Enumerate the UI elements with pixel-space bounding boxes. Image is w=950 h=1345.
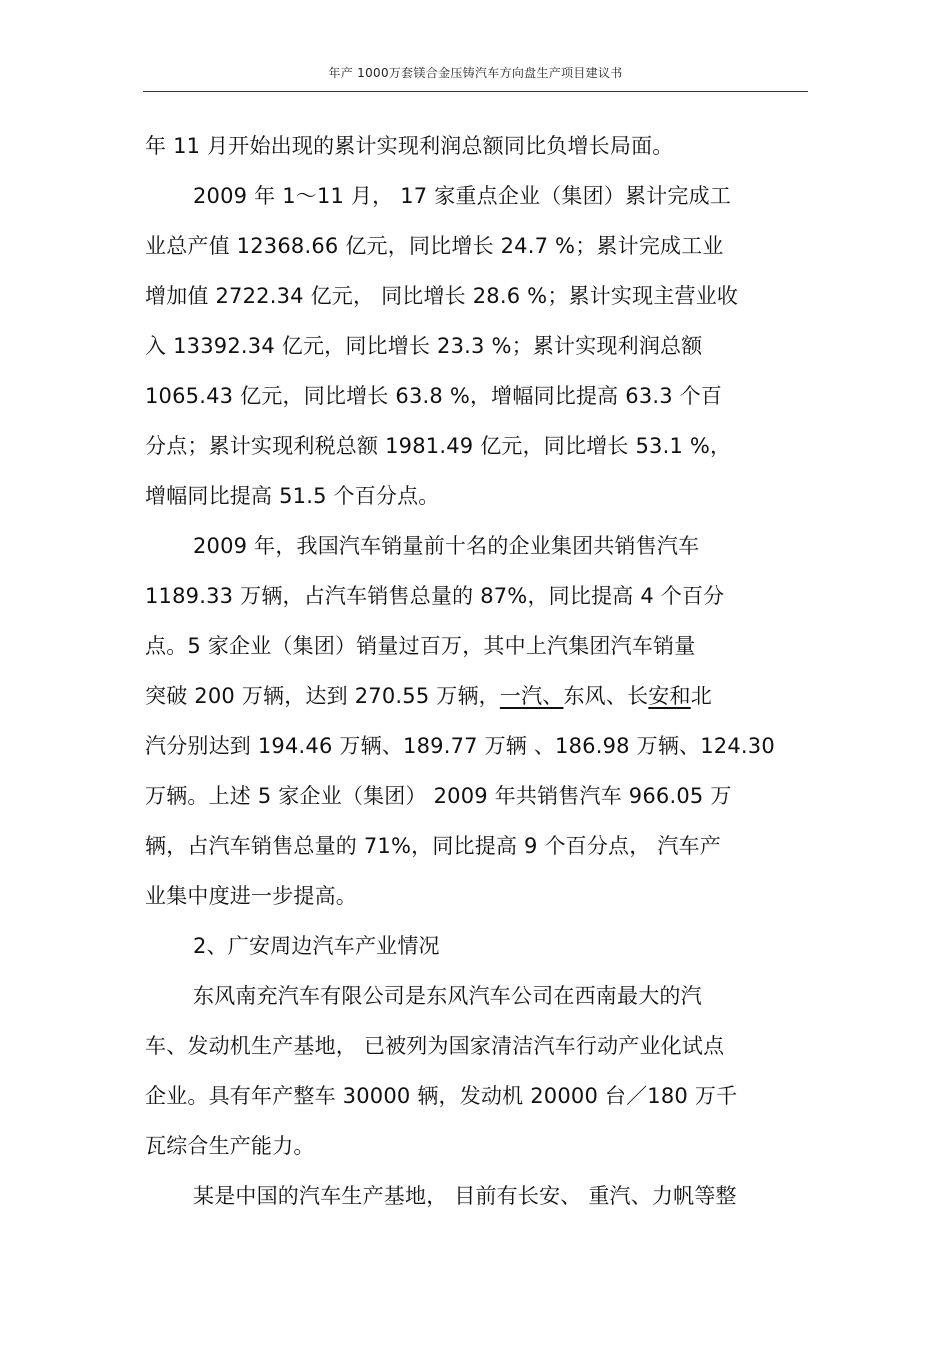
text-line: 1065.43 亿元，同比增长 63.8 %，增幅同比提高 63.3 个百 xyxy=(145,384,723,408)
text-line: 1189.33 万辆，占汽车销售总量的 87%，同比提高 4 个百分 xyxy=(145,584,725,608)
text-segment: 东风、长 xyxy=(563,684,649,708)
underlined-text: 一汽、 xyxy=(499,684,564,708)
text-line: 东风南充汽车有限公司是东风汽车公司在西南最大的汽 xyxy=(193,984,702,1008)
text-line: 辆，占汽车销售总量的 71%，同比提高 9 个百分点， 汽车产 xyxy=(145,834,721,858)
text-line: 业总产值 12368.66 亿元，同比增长 24.7 %；累计完成工业 xyxy=(145,234,724,258)
text-line: 某是中国的汽车生产基地， 目前有长安、 重汽、力帆等整 xyxy=(193,1184,737,1208)
text-line: 点。5 家企业（集团）销量过百万，其中上汽集团汽车销量 xyxy=(145,634,696,658)
text-line: 分点；累计实现利税总额 1981.49 亿元，同比增长 53.1 %， xyxy=(145,434,732,458)
underlined-text: 安和 xyxy=(648,684,691,708)
text-line xyxy=(145,671,810,721)
text-line: 增幅同比提高 51.5 个百分点。 xyxy=(145,484,440,508)
text-line: 2009 年 1～11 月， 17 家重点企业（集团）累计完成工 xyxy=(193,184,732,208)
text-line: 汽分别达到 194.46 万辆、189.77 万辆 、186.98 万辆、124.30 xyxy=(145,734,775,758)
text-line: 万辆。上述 5 家企业（集团） 2009 年共销售汽车 966.05 万 xyxy=(145,784,732,808)
text-line: 入 13392.34 亿元，同比增长 23.3 %；累计实现利润总额 xyxy=(145,334,703,358)
header-rule xyxy=(143,91,808,92)
text-line: 企业。具有年产整车 30000 辆，发动机 20000 台／180 万千 xyxy=(145,1084,738,1108)
section-heading: 2、广安周边汽车产业情况 xyxy=(193,934,440,958)
text-line: 年 11 月开始出现的累计实现利润总额同比负增长局面。 xyxy=(145,134,674,158)
text-segment: 突破 200 万辆，达到 270.55 万辆， xyxy=(145,684,500,708)
text-line: 瓦综合生产能力。 xyxy=(145,1134,315,1158)
running-header: 年产 1000万套镁合金压铸汽车方向盘生产项目建议书 xyxy=(328,66,623,80)
text-line: 2009 年，我国汽车销量前十名的企业集团共销售汽车 xyxy=(193,534,700,558)
text-line: 增加值 2722.34 亿元， 同比增长 28.6 %；累计实现主营业收 xyxy=(145,284,739,308)
text-segment: 北 xyxy=(690,684,712,708)
text-line: 业集中度进一步提高。 xyxy=(145,884,357,908)
document-body xyxy=(145,121,810,1221)
text-line: 车、发动机生产基地， 已被列为国家清洁汽车行动产业化试点 xyxy=(145,1034,725,1058)
